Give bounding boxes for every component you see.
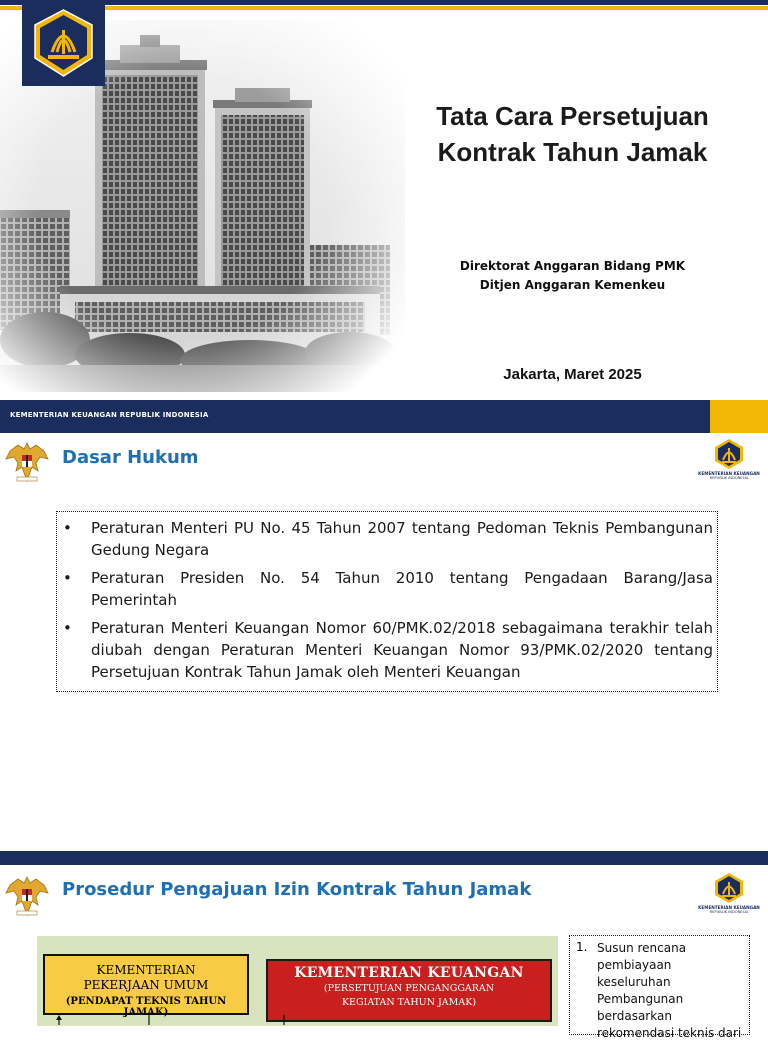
procedure-steps [569,935,750,1040]
top-stripe [0,0,768,10]
list-item: • Peraturan Presiden No. 54 Tahun 2010 tentang Pengadaan Barang/Jasa Pemerintah [63,569,713,609]
kemenkeu-emblem-icon [712,437,746,471]
presenter-organization: Direktorat Anggaran Bidang PMK Ditjen Anggaran Kemenkeu [459,259,686,292]
kemenkeu-logo: KEMENTERIAN KEUANGAN REPUBLIK INDONESIA [696,437,762,487]
kemenkeu-emblem-icon [22,0,105,86]
ministry-finance-box: KEMENTERIAN KEUANGAN (PERSETUJUAN PENGANGGARAN KEGIATAN TAHUN JAMAK) [266,959,552,1022]
footer-text: KEMENTERIAN KEUANGAN REPUBLIK INDONESIA [10,411,209,419]
list-item: • Peraturan Menteri PU No. 45 Tahun 2007 tentang Pedoman Teknis Pembangunan Gedung Negara [63,519,713,559]
slide-title: Prosedur Pengajuan Izin Kontrak Tahun Jamak [62,879,532,900]
kemenkeu-logo: KEMENTERIAN KEUANGAN REPUBLIK INDONESIA [696,871,762,921]
legal-basis-slide [0,433,768,851]
garuda-emblem-icon [4,437,50,485]
legal-basis-list [56,511,718,692]
kemenkeu-emblem-icon [712,871,746,905]
procedure-slide [0,851,768,1040]
slide-title: Dasar Hukum [62,447,199,468]
footer-accent [710,400,768,433]
garuda-emblem-icon [4,871,50,919]
footer-bar [0,400,710,433]
presentation-title: Tata Cara Persetujuan Kontrak Tahun Jamak [436,101,709,167]
ministry-public-works-box: KEMENTERIAN PEKERJAAN UMUM (PENDAPAT TEKNIS TAHUN JAMAK) [43,954,249,1015]
kemenkeu-logo-badge [22,0,105,86]
step-text: Susun rencana pembiayaan keseluruhan Pembangunan berdasarkan rekomendasi teknis dari [597,941,742,1040]
presentation-date: Jakarta, Maret 2025 [503,366,642,383]
step-number: 1. [576,940,588,954]
top-bar [0,851,768,865]
flow-arrows [37,1015,287,1025]
title-slide [0,0,768,433]
list-item: • Peraturan Menteri Keuangan Nomor 60/PMK.02/2018 sebagaimana terakhir telah diubah dengan Peraturan Menteri Keuangan Nomor 93/PMK.02/2020 tentang Persetujuan Kontrak Tahun Jamak oleh Menteri Keuangan [63,619,713,681]
